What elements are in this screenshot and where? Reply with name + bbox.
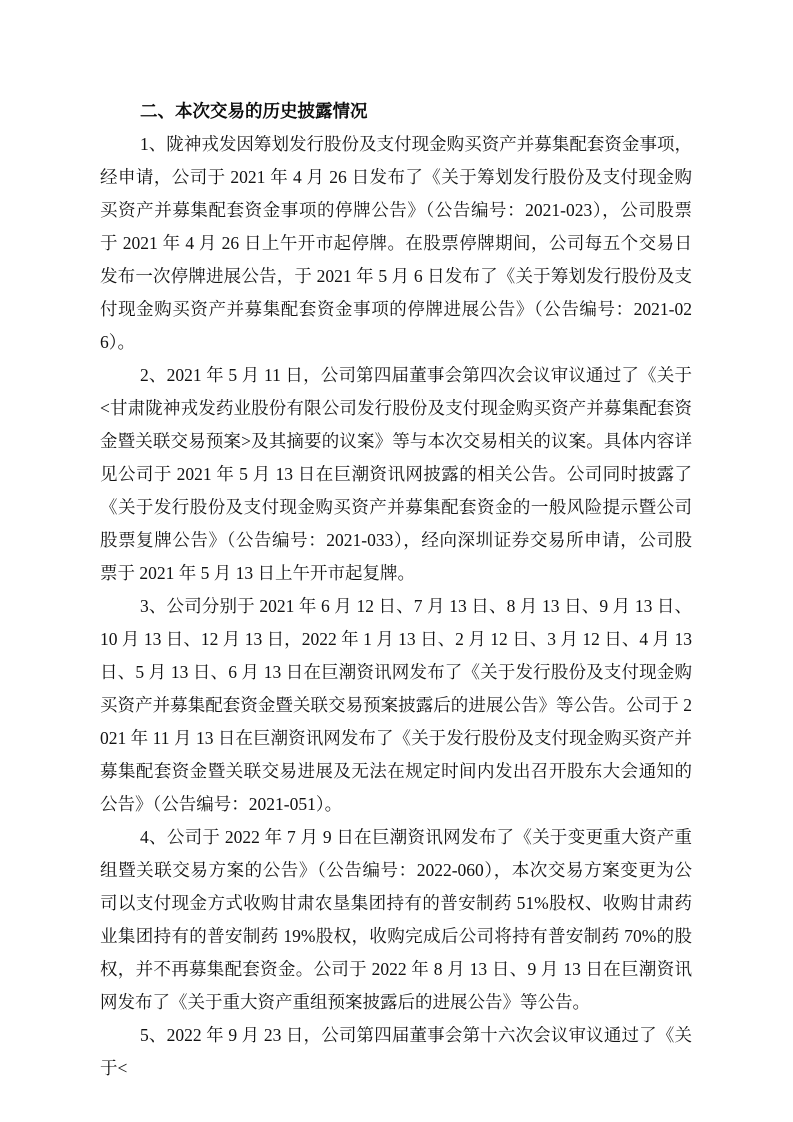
paragraph-3: 3、公司分别于 2021 年 6 月 12 日、7 月 13 日、8 月 13 日、9 月 13 日、10 月 13 日、12 月 13 日，2022 年 1 月 13 日、2 月 12 日、3 月 12 日、4 月 13 日、5 月 13 日、6 月 13 日在巨潮资讯网发布了《关于发行股份及支付现金购买资产并募集配套资金暨关联交易预案披露后的进展公告》等公告。公司于 2021 年 11 月 13 日在巨潮资讯网发布了《关于发行股份及支付现金购买资产并募集配套资金暨关联交易进展及无法在规定时间内发出召开股东大会通知的公告》（公告编号：2021-051）。: [100, 596, 692, 814]
document-content: [100, 95, 692, 1085]
paragraph-1: 1、陇神戎发因筹划发行股份及支付现金购买资产并募集配套资金事项，经申请，公司于 2021 年 4 月 26 日发布了《关于筹划发行股份及支付现金购买资产并募集配套资金事项的停牌公告》（公告编号：2021-023），公司股票于 2021 年 4 月 26 日上午开市起停牌。在股票停牌期间，公司每五个交易日发布一次停牌进展公告，于 2021 年 5 月 6 日发布了《关于筹划发行股份及支付现金购买资产并募集配套资金事项的停牌进展公告》（公告编号：2021-026）。: [100, 134, 692, 352]
paragraph-2: 2、2021 年 5 月 11 日，公司第四届董事会第四次会议审议通过了《关于<甘肃陇神戎发药业股份有限公司发行股份及支付现金购买资产并募集配套资金暨关联交易预案>及其摘要的议案》等与本次交易相关的议案。具体内容详见公司于 2021 年 5 月 13 日在巨潮资讯网披露的相关公告。公司同时披露了《关于发行股份及支付现金购买资产并募集配套资金的一般风险提示暨公司股票复牌公告》（公告编号：2021-033），经向深圳证券交易所申请，公司股票于 2021 年 5 月 13 日上午开市起复牌。: [100, 365, 692, 583]
paragraph-4: 4、公司于 2022 年 7 月 9 日在巨潮资讯网发布了《关于变更重大资产重组暨关联交易方案的公告》（公告编号：2022-060），本次交易方案变更为公司以支付现金方式收购甘肃农垦集团持有的普安制药 51%股权、收购甘肃药业集团持有的普安制药 19%股权，收购完成后公司将持有普安制药 70%的股权，并不再募集配套资金。公司于 2022 年 8 月 13 日、9 月 13 日在巨潮资讯网发布了《关于重大资产重组预案披露后的进展公告》等公告。: [100, 827, 692, 1012]
paragraph-5: 5、2022 年 9 月 23 日，公司第四届董事会第十六次会议审议通过了《关于<: [100, 1025, 692, 1078]
section-heading: 二、本次交易的历史披露情况: [140, 101, 368, 121]
